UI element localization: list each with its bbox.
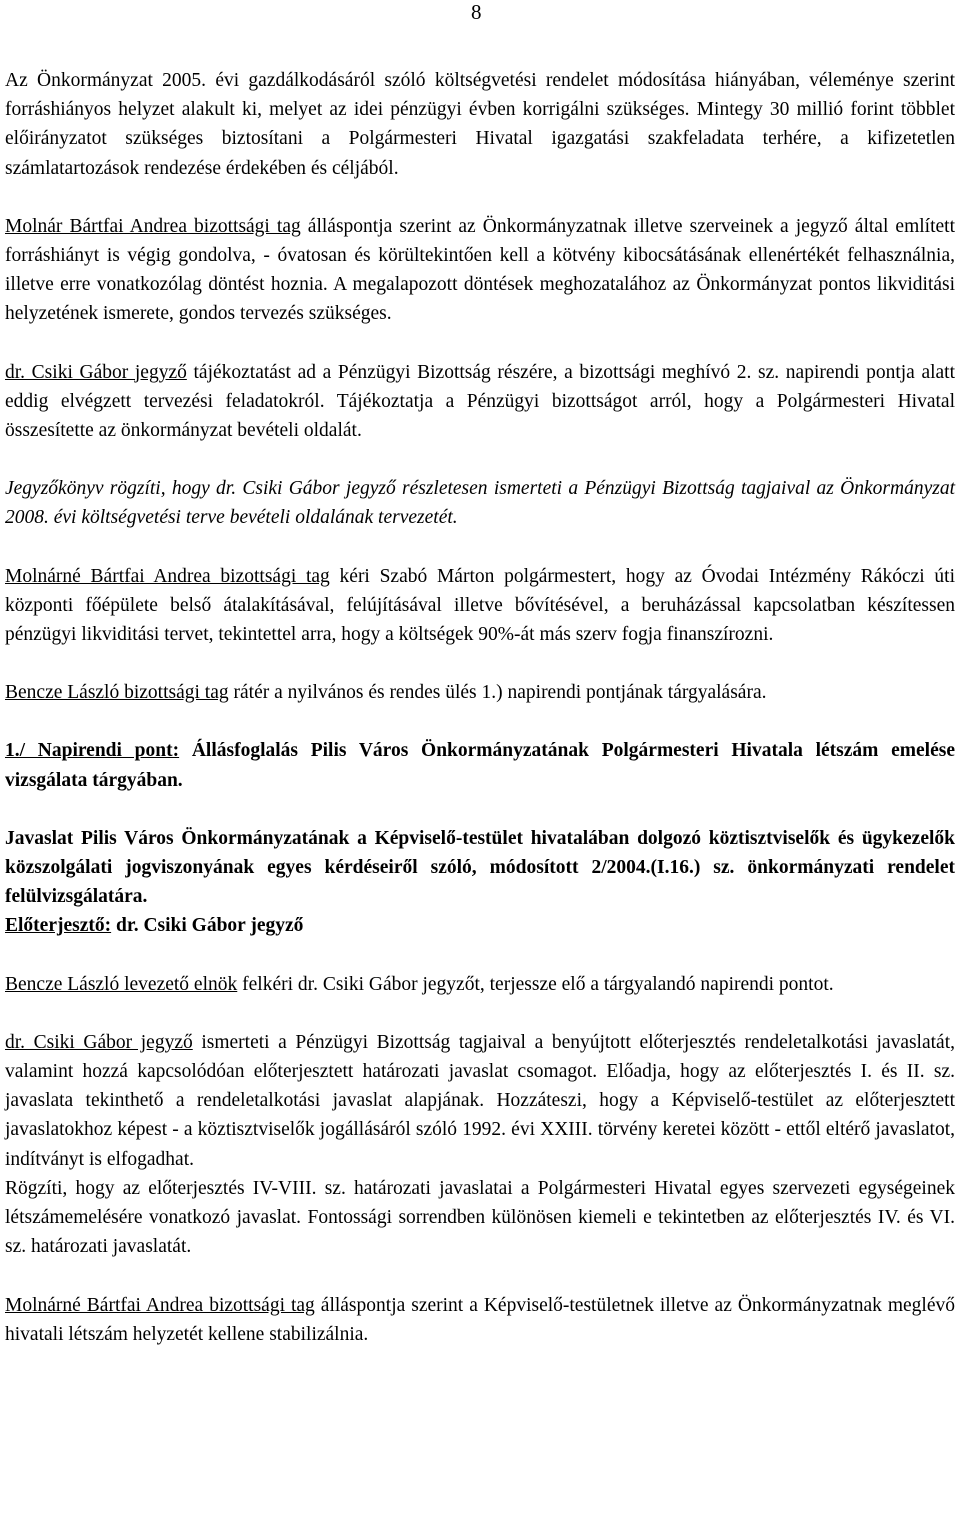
speaker-name: Bencze László levezető elnök <box>5 973 238 995</box>
paragraph-minutes-record: Jegyzőkönyv rögzíti, hogy dr. Csiki Gábor jegyző részletesen ismerteti a Pénzügyi Bizottság tagjaival az Önkormányzat 2008. évi költségvetési terve bevételi oldalának tervezetét. <box>5 478 955 529</box>
paragraph-molnarne-opinion <box>5 1291 955 1349</box>
proposal-block <box>5 824 955 941</box>
presenter-label: Előterjesztő: <box>5 915 112 937</box>
paragraph-text: álláspontja szerint az Önkormányzatnak illetve szerveinek a jegyző által említett forráshiányt is végig gondolva, - óvatosan és körültekintően kell a kötvény kibocsátásának ellenértékét felhasználnia, illetve erre vonatkozólag döntést hoznia. A megalapozott döntések meghozatalához az Önkormányzat pontos likviditási helyzetének ismerete, gondos tervezés szükséges. <box>5 215 955 325</box>
paragraph-resolution-proposals: Rögzíti, hogy az előterjesztés IV-VIII. sz. határozati javaslatai a Polgármesteri Hivatal egyes szervezeti egységeinek létszámemelésére vonatkozó javaslat. Fontossági sorrendben különösen kiemeli e tekintetben az előterjesztés IV. és VI. sz. határozati javaslatát. <box>5 1177 955 1258</box>
presenter-name: dr. Csiki Gábor jegyző <box>111 915 304 937</box>
speaker-name: Molnárné Bártfai Andrea bizottsági tag <box>5 565 330 587</box>
paragraph-text: kéri Szabó Márton polgármestert, hogy az Óvodai Intézmény Rákóczi úti központi főépülete belső átalakításával, felújításával illetve bővítésével, a beruházással kapcsolatban készítessen pénzügyi likviditási tervet, tekintettel arra, hogy a költségek 90%-át más szerv fogja finanszírozni. <box>5 565 956 646</box>
paragraph-notary-info <box>5 358 955 446</box>
agenda-item-title: Állásfoglalás Pilis Város Önkormányzatának Polgármesteri Hivatala létszám emelése vizsgálata tárgyában. <box>5 740 955 791</box>
paragraph-text: felkéri dr. Csiki Gábor jegyzőt, terjessze elő a tárgyalandó napirendi pontot. <box>237 973 834 995</box>
paragraph-budget-deficit: Az Önkormányzat 2005. évi gazdálkodásáról szóló költségvetési rendelet módosítása hiányában, véleménye szerint forráshiányos helyzet alakult ki, melyet az idei pénzügyi évben korrigálni szükséges. Mintegy 30 millió forint többlet előirányzatot szükséges biztosítani a Polgármesteri Hivatal igazgatási szakfeladata terhére, a kifizetetlen számlatartozások rendezése érdekében és céljából. <box>5 70 955 179</box>
agenda-item-label: 1./ Napirendi pont: <box>5 740 180 762</box>
speaker-name: Bencze László bizottsági tag <box>5 682 229 704</box>
document-body <box>5 66 955 1349</box>
speaker-name: Molnár Bártfai Andrea bizottsági tag <box>5 215 301 237</box>
paragraph-kindergarten-request <box>5 562 955 650</box>
paragraph-text: tájékoztatást ad a Pénzügyi Bizottság részére, a bizottsági meghívó 2. sz. napirendi pontja alatt eddig elvégzett tervezési feladatokról. Tájékoztatja a Pénzügyi bizottságot arról, hogy a Polgármesteri Hivatal összesítette az önkormányzat bevételi oldalát. <box>5 361 956 442</box>
paragraph-text: álláspontja szerint a Képviselő-testületnek illetve az Önkormányzatnak meglévő hivatali létszám helyzetét kellene stabilizálnia. <box>5 1294 955 1345</box>
paragraph-notary-presentation <box>5 1028 955 1174</box>
paragraph-chair-request <box>5 970 955 999</box>
agenda-item-heading <box>5 736 955 794</box>
speaker-name: Molnárné Bártfai Andrea bizottsági tag <box>5 1294 315 1316</box>
proposal-title: Javaslat Pilis Város Önkormányzatának a Képviselő-testület hivatalában dolgozó köztisztviselők és ügykezelők közszolgálati jogviszonyának egyes kérdéseiről szóló, módosított 2/2004.(I.16.) sz. önkormányzati rendelet felülvizsgálatára. <box>5 827 955 908</box>
paragraph-text: rátér a nyilvános és rendes ülés 1.) napirendi pontjának tárgyalására. <box>228 682 767 704</box>
paragraph-agenda-start <box>5 678 955 707</box>
paragraph-text: ismerteti a Pénzügyi Bizottság tagjaival a benyújtott előterjesztés rendeletalkotási javaslatát, valamint hozzá kapcsolódóan előterjesztett határozati javaslat csomagot. Előadja, hogy az előterjesztés I. és II. sz. javaslata tekinthető a rendeletalkotási javaslat alapjának. Hozzáteszi, hogy a Képviselő-testület az előterjesztett javaslatokhoz képest - a köztisztviselők jogállásáról szóló 1992. évi XXIII. törvény keretei között - ettől eltérő javaslatot, indítványt is elfogadhat. <box>5 1031 955 1170</box>
paragraph-molnar-opinion <box>5 212 955 329</box>
page-number: 8 <box>471 0 482 24</box>
speaker-name: dr. Csiki Gábor jegyző <box>5 361 187 383</box>
speaker-name: dr. Csiki Gábor jegyző <box>5 1031 193 1053</box>
